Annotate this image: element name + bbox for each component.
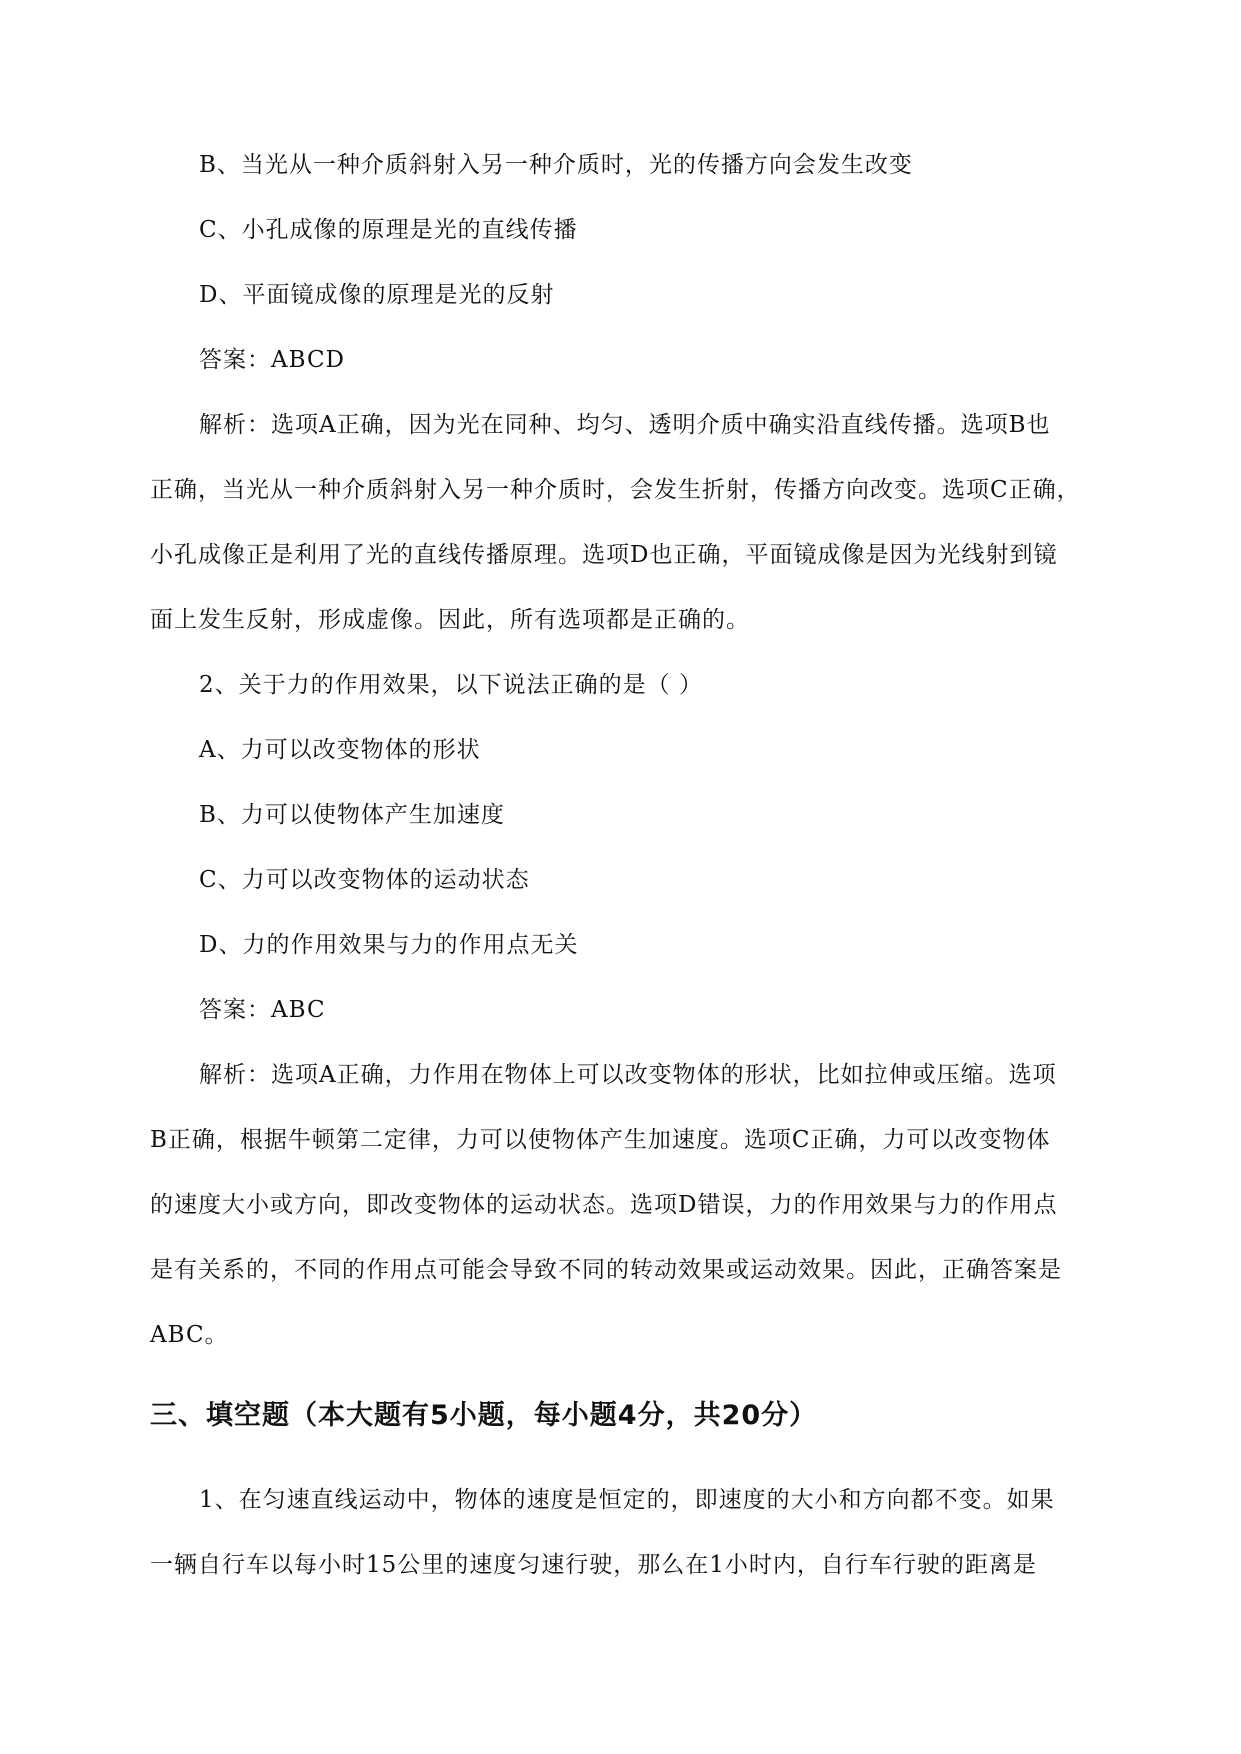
q1-analysis-line-4: 面上发生反射，形成虚像。因此，所有选项都是正确的。 bbox=[150, 607, 750, 633]
q2-analysis-line-2: B正确，根据牛顿第二定律，力可以使物体产生加速度。选项C正确，力可以改变物体 bbox=[150, 1127, 1051, 1153]
section-heading: 三、填空题（本大题有5小题，每小题4分，共20分） bbox=[150, 1400, 818, 1431]
q1-option-d: D、平面镜成像的原理是光的反射 bbox=[199, 282, 555, 308]
q2-option-d: D、力的作用效果与力的作用点无关 bbox=[199, 932, 579, 958]
q1-analysis-line-2: 正确，当光从一种介质斜射入另一种介质时，会发生折射，传播方向改变。选项C正确， bbox=[150, 477, 1081, 503]
section3-q1-line-2: 一辆自行车以每小时15公里的速度匀速行驶，那么在1小时内，自行车行驶的距离是 bbox=[150, 1552, 1037, 1578]
q2-option-c: C、力可以改变物体的运动状态 bbox=[199, 867, 530, 893]
q1-analysis-line-1: 解析：选项A正确，因为光在同种、均匀、透明介质中确实沿直线传播。选项B也 bbox=[199, 412, 1051, 438]
q1-option-c: C、小孔成像的原理是光的直线传播 bbox=[199, 217, 578, 243]
q1-answer: 答案：ABCD bbox=[199, 347, 345, 373]
q1-option-b: B、当光从一种介质斜射入另一种介质时，光的传播方向会发生改变 bbox=[199, 152, 913, 178]
q1-analysis-line-3: 小孔成像正是利用了光的直线传播原理。选项D也正确，平面镜成像是因为光线射到镜 bbox=[150, 542, 1058, 568]
q2-analysis-line-5: ABC。 bbox=[150, 1322, 229, 1348]
section3-q1-line-1: 1、在匀速直线运动中，物体的速度是恒定的，即速度的大小和方向都不变。如果 bbox=[199, 1487, 1055, 1513]
q2-analysis-line-3: 的速度大小或方向，即改变物体的运动状态。选项D错误，力的作用效果与力的作用点 bbox=[150, 1192, 1058, 1218]
q2-option-b: B、力可以使物体产生加速度 bbox=[199, 802, 505, 828]
q2-option-a: A、力可以改变物体的形状 bbox=[199, 737, 481, 763]
q2-analysis-line-4: 是有关系的，不同的作用点可能会导致不同的转动效果或运动效果。因此，正确答案是 bbox=[150, 1257, 1062, 1283]
q2-analysis-line-1: 解析：选项A正确，力作用在物体上可以改变物体的形状，比如拉伸或压缩。选项 bbox=[199, 1062, 1057, 1088]
q2-stem: 2、关于力的作用效果，以下说法正确的是（ ） bbox=[199, 672, 703, 698]
q2-answer: 答案：ABC bbox=[199, 997, 326, 1023]
